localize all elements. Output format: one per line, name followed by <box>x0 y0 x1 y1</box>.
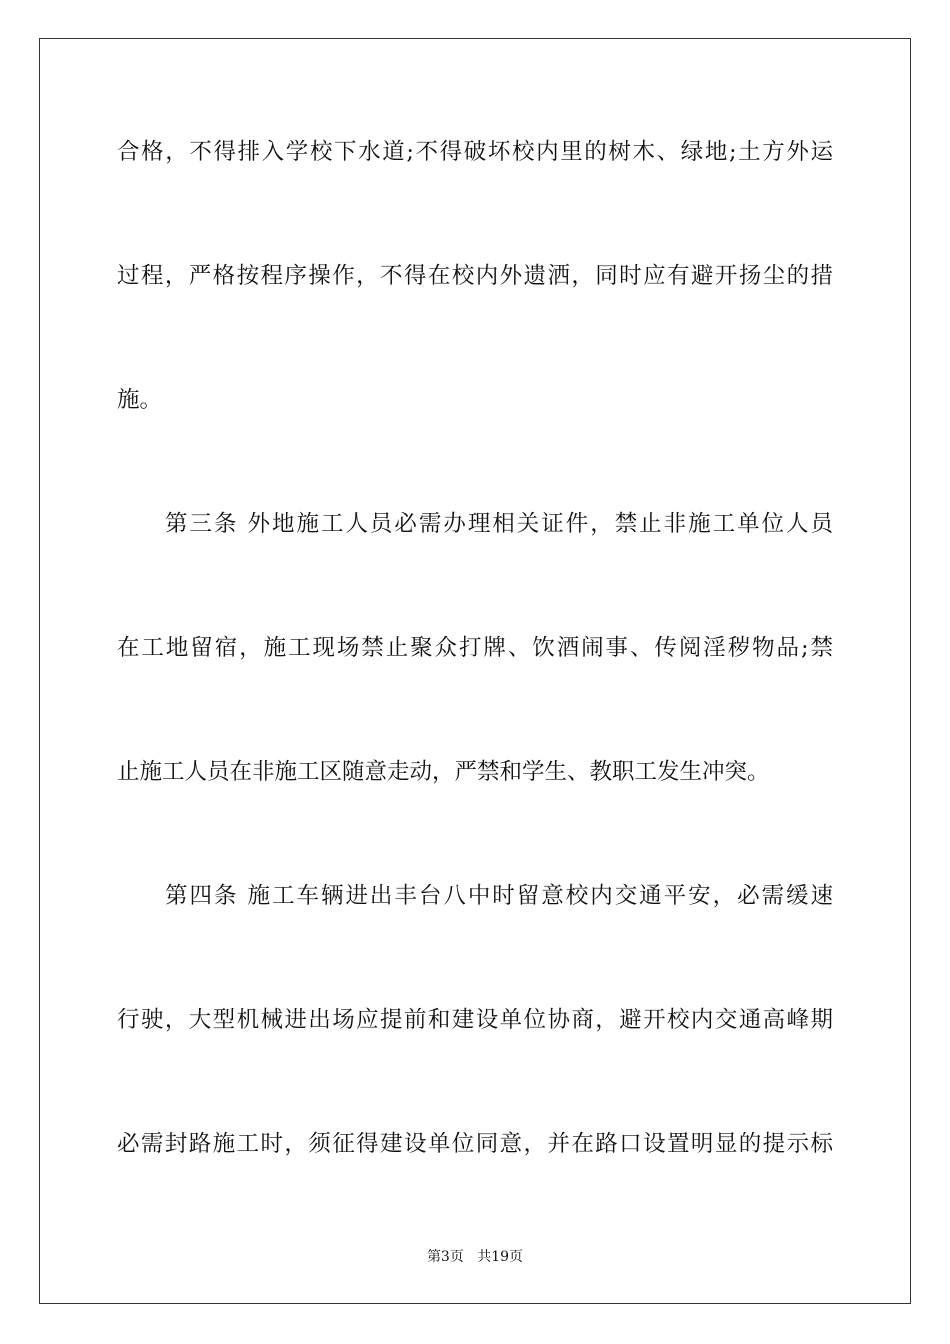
article-4-line-2: 行驶，大型机械进出场应提前和建设单位协商，避开校内交通高峰期 <box>117 1007 833 1033</box>
article-4-line-1: 第四条 施工车辆进出丰台八中时留意校内交通平安，必需缓速 <box>165 883 833 909</box>
article-4-line-3: 必需封路施工时，须征得建设单位同意，并在路口设置明显的提示标 <box>117 1131 833 1157</box>
page-number: 第3页 <box>426 1249 464 1265</box>
page-footer <box>0 1248 950 1266</box>
paragraph-line-3: 施。 <box>117 387 163 413</box>
article-3-line-2: 在工地留宿，施工现场禁止聚众打牌、饮酒闹事、传阅淫秽物品;禁 <box>117 635 833 661</box>
article-3-line-1: 第三条 外地施工人员必需办理相关证件，禁止非施工单位人员 <box>165 511 833 537</box>
paragraph-line-2: 过程，严格按程序操作，不得在校内外遗洒，同时应有避开扬尘的措 <box>117 263 833 289</box>
article-3-line-3: 止施工人员在非施工区随意走动，严禁和学生、教职工发生冲突。 <box>117 759 770 785</box>
page-frame <box>39 38 911 1304</box>
paragraph-line-1: 合格，不得排入学校下水道;不得破坏校内里的树木、绿地;土方外运 <box>117 139 833 165</box>
page-total: 共19页 <box>477 1249 524 1265</box>
